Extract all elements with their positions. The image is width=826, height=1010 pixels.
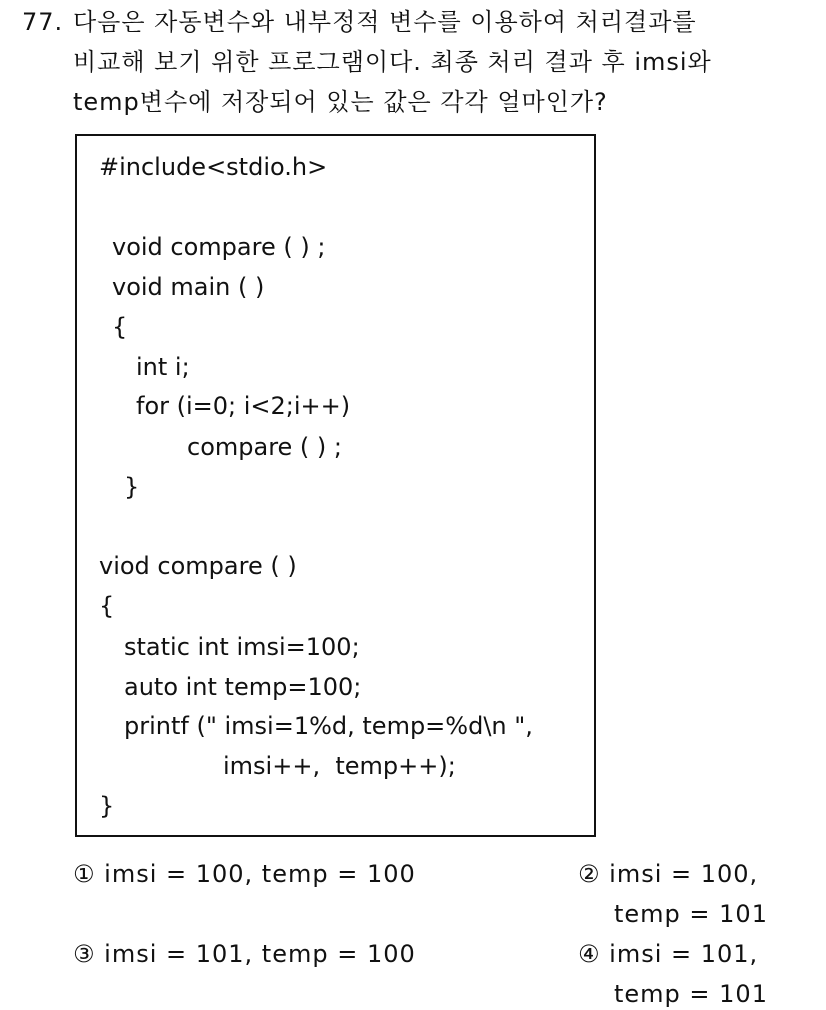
code-line-for-loop: for (i=0; i<2;i++) xyxy=(136,392,351,420)
question-line-3: temp변수에 저장되어 있는 값은 각각 얼마인가? xyxy=(73,88,608,116)
code-line-compare-open-brace: { xyxy=(99,592,115,620)
code-line-main-open-brace: { xyxy=(112,313,128,341)
code-line-compare-def: viod compare ( ) xyxy=(99,552,297,580)
choice-4[interactable]: ④ imsi = 101, xyxy=(578,940,759,968)
code-line-include: #include<stdio.h> xyxy=(99,153,328,181)
code-box xyxy=(75,134,596,837)
choice-2[interactable]: ② imsi = 100, xyxy=(578,860,759,888)
choice-4-continued: temp = 101 xyxy=(614,980,768,1008)
choice-2-continued: temp = 101 xyxy=(614,900,768,928)
code-line-main-signature: void main ( ) xyxy=(112,273,265,301)
choice-3[interactable]: ③ imsi = 101, temp = 100 xyxy=(73,940,416,968)
code-line-int-decl: int i; xyxy=(136,353,190,381)
question-number: 77. xyxy=(22,8,64,36)
question-line-1: 다음은 자동변수와 내부정적 변수를 이용하여 처리결과를 xyxy=(73,8,697,36)
code-line-compare-close-brace: } xyxy=(99,792,115,820)
code-line-printf: printf (" imsi=1%d, temp=%d\n ", xyxy=(124,712,533,740)
code-line-compare-call: compare ( ) ; xyxy=(187,433,343,461)
code-line-auto-decl: auto int temp=100; xyxy=(124,673,362,701)
code-line-static-decl: static int imsi=100; xyxy=(124,633,360,661)
choice-1[interactable]: ① imsi = 100, temp = 100 xyxy=(73,860,416,888)
question-line-2: 비교해 보기 위한 프로그램이다. 최종 처리 결과 후 imsi와 xyxy=(73,48,712,76)
code-line-main-close-brace: } xyxy=(124,473,140,501)
code-line-compare-proto: void compare ( ) ; xyxy=(112,233,326,261)
code-line-printf-args: imsi++, temp++); xyxy=(223,752,456,780)
